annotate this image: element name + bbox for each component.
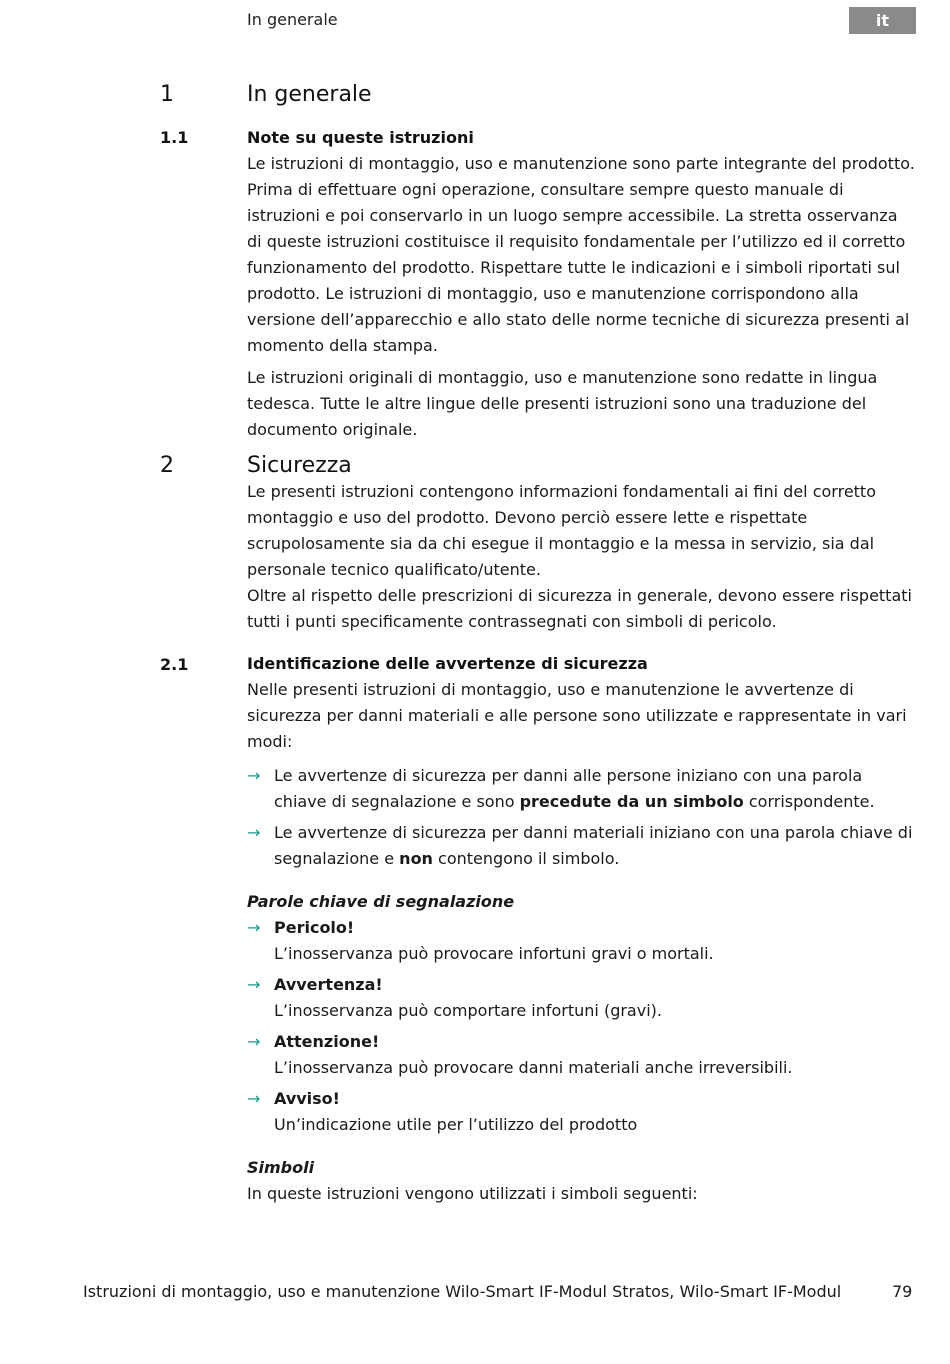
- arrow-right-icon: →: [247, 1089, 261, 1108]
- list-item: → Le avvertenze di sicurezza per danni alle persone iniziano con una parola chiave di segnalazione e sono precedute da un simbolo corrispondente.: [247, 763, 915, 815]
- arrow-right-icon: →: [247, 766, 261, 785]
- warning-list: [247, 763, 915, 872]
- arrow-right-icon: →: [247, 975, 261, 994]
- page-number: 79: [892, 1282, 913, 1301]
- signal-word-item: → Avvertenza! L’inosservanza può comportare infortuni (gravi).: [247, 972, 915, 1024]
- language-badge: it: [849, 7, 916, 34]
- section-2-1-title: Identificazione delle avvertenze di sicurezza: [247, 654, 648, 673]
- section-1-number: 1: [160, 82, 174, 107]
- signal-word-item: → Pericolo! L’inosservanza può provocare infortuni gravi o mortali.: [247, 915, 915, 967]
- section-2-title: Sicurezza: [247, 453, 352, 478]
- paragraph: Oltre al rispetto delle prescrizioni di sicurezza in generale, devono essere rispettati tutti i punti specificamente contrassegnati con simboli di pericolo.: [247, 586, 912, 631]
- arrow-right-icon: →: [247, 823, 261, 842]
- paragraph: Le istruzioni di montaggio, uso e manutenzione sono parte integrante del prodotto. Prima di effettuare ogni operazione, consultare sempre questo manuale di istruzioni e poi conservarlo in un luogo sempre accessibile. La stretta osservanza di queste istruzioni costituisce il requisito fondamentale per l’utilizzo ed il corretto funzionamento del prodotto. Rispettare tutte le indicazioni e i simboli riportati sul prodotto. Le istruzioni di montaggio, uso e manutenzione corrispondono alla versione dell’apparecchio e allo stato delle norme tecniche di sicurezza presenti al momento della stampa.: [247, 154, 915, 355]
- arrow-right-icon: →: [247, 918, 261, 937]
- paragraph: Le presenti istruzioni contengono informazioni fondamentali ai fini del corretto montaggio e uso del prodotto. Devono perciò essere lette e rispettate scrupolosamente sia da chi esegue il montaggio e la messa in servizio, sia dal personale tecnico qualificato/utente.: [247, 482, 876, 579]
- paragraph: Le istruzioni originali di montaggio, uso e manutenzione sono redatte in lingua tedesca. Tutte le altre lingue delle presenti istruzioni sono una traduzione del documento originale.: [247, 368, 878, 439]
- section-2: [247, 453, 915, 635]
- section-1-1-title: Note su queste istruzioni: [247, 128, 474, 147]
- paragraph: In queste istruzioni vengono utilizzati i simboli seguenti:: [247, 1184, 698, 1203]
- arrow-right-icon: →: [247, 1032, 261, 1051]
- header-title: In generale: [247, 10, 338, 29]
- section-2-1-number: 2.1: [160, 655, 189, 674]
- section-1-title: In generale: [247, 82, 372, 107]
- section-1-1-number: 1.1: [160, 128, 189, 147]
- symbols-heading: Simboli: [247, 1158, 315, 1177]
- footer-text: Istruzioni di montaggio, uso e manutenzione Wilo-Smart IF-Modul Stratos, Wilo-Smart IF-Modul: [83, 1282, 842, 1301]
- signal-word-item: → Avviso! Un’indicazione utile per l’utilizzo del prodotto: [247, 1086, 915, 1138]
- section-2-1: [247, 651, 915, 1207]
- signal-words-heading: Parole chiave di segnalazione: [247, 892, 515, 911]
- section-1-1: [247, 125, 915, 443]
- section-2-number: 2: [160, 453, 174, 478]
- signal-words-list: [247, 915, 915, 1138]
- paragraph: Nelle presenti istruzioni di montaggio, uso e manutenzione le avvertenze di sicurezza per danni materiali e alle persone sono utilizzate e rappresentate in vari modi:: [247, 680, 907, 751]
- list-item: → Le avvertenze di sicurezza per danni materiali iniziano con una parola chiave di segnalazione e non contengono il simbolo.: [247, 820, 915, 872]
- signal-word-item: → Attenzione! L’inosservanza può provocare danni materiali anche irreversibili.: [247, 1029, 915, 1081]
